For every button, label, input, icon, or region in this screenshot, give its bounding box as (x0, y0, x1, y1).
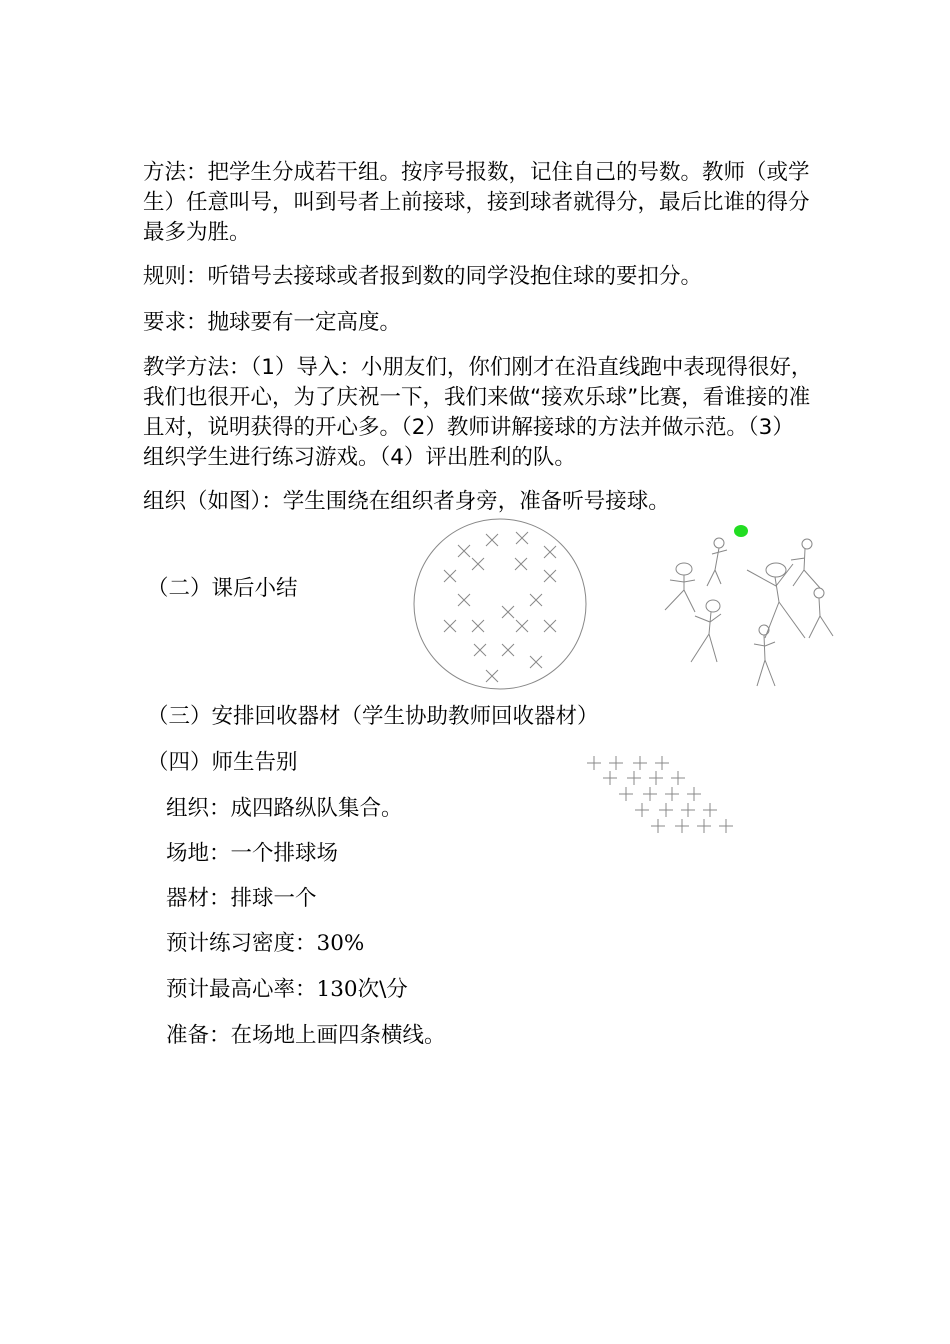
section-farewell: （四）师生告别 (147, 750, 298, 775)
detail-equipment: 器材：排球一个 (166, 886, 317, 911)
density-label: 预计练习密度： (166, 931, 317, 956)
detail-density (166, 929, 364, 959)
section-summary: （二）课后小结 (147, 576, 298, 601)
catch-ball-illustration (655, 520, 845, 692)
stick-figure-4 (791, 539, 820, 588)
student-x-marks (444, 532, 556, 682)
heart-rate-value: 130 (316, 977, 358, 1002)
requirement-paragraph: 要求：抛球要有一定高度。 (143, 310, 402, 335)
stick-figure-7 (754, 625, 775, 686)
rules-paragraph: 规则：听错号去接球或者报到数的同学没抱住球的要扣分。 (143, 264, 703, 289)
stick-figure-2 (707, 538, 727, 586)
heart-rate-label: 预计最高心率： (166, 977, 317, 1002)
stick-figure-3 (747, 563, 805, 638)
stick-figure-5 (691, 600, 721, 662)
teaching-method-paragraph: 教学方法：（1）导入：小朋友们，你们刚才在沿直线跑中表现得很好，我们也很开心，为了庆祝一下，我们来做“接欢乐球”比赛，看谁接的准且对，说明获得的开心多。（2）教师讲解接球的方法并做示范。（3）组织学生进行练习游戏。（4）评出胜利的队。 (143, 355, 813, 470)
ball-icon (734, 525, 748, 537)
organization-paragraph: 组织（如图）：学生围绕在组织者身旁，准备听号接球。 (143, 489, 670, 514)
four-column-formation-diagram (585, 752, 740, 834)
circle-formation-diagram (410, 518, 594, 694)
circle-outline (414, 519, 586, 689)
detail-preparation: 准备：在场地上画四条横线。 (166, 1023, 446, 1048)
method-paragraph: 方法：把学生分成若干组。按序号报数，记住自己的号数。教师（或学生）任意叫号，叫到号者上前接球，接到球者就得分，最后比谁的得分最多为胜。 (143, 160, 810, 245)
stick-figure-1 (665, 563, 695, 612)
detail-organization: 组织：成四路纵队集合。 (166, 796, 403, 821)
detail-heart-rate (166, 975, 408, 1005)
density-value: 30% (316, 931, 365, 956)
detail-venue: 场地：一个排球场 (166, 841, 339, 866)
heart-rate-unit: 次\分 (357, 977, 408, 1002)
section-equipment-return: （三）安排回收器材（学生协助教师回收器材） (147, 704, 599, 729)
stick-figure-6 (809, 588, 833, 638)
